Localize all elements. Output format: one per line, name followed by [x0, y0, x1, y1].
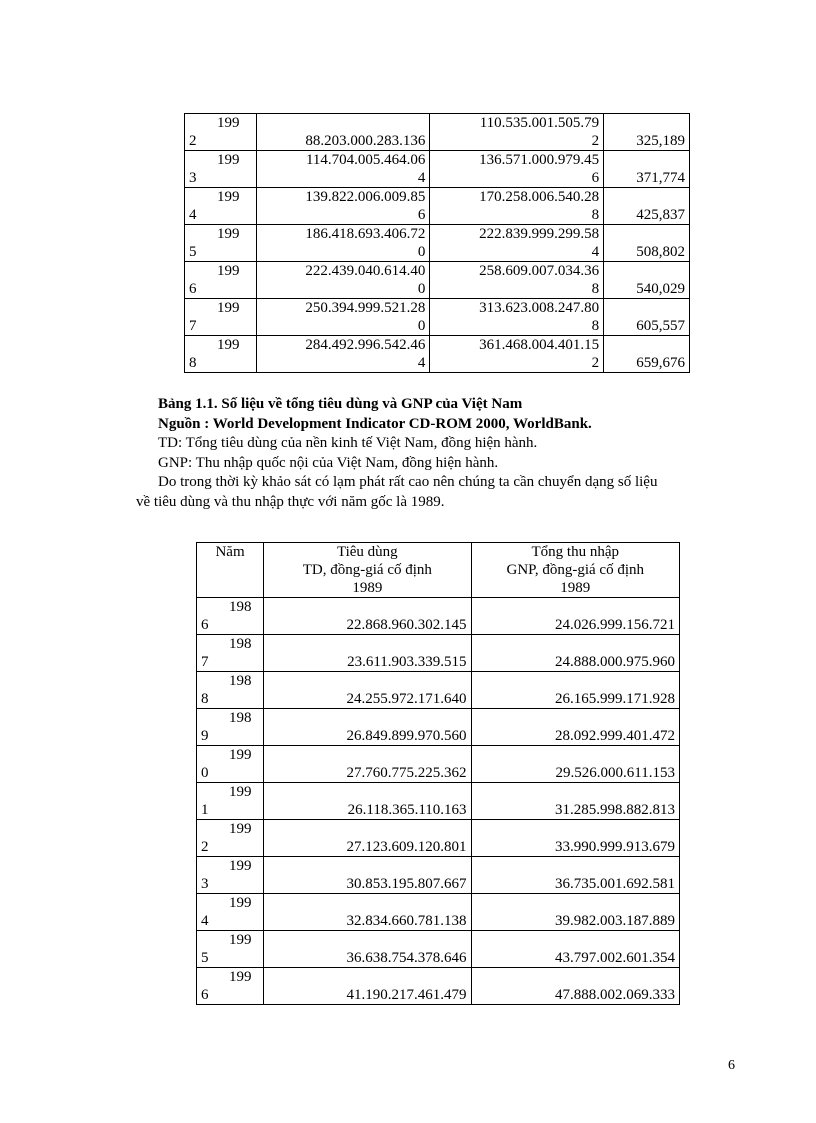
year-top: 199: [217, 263, 240, 279]
year-top: 199: [217, 337, 240, 353]
td-cell: [256, 262, 430, 299]
table-row: [185, 188, 690, 225]
year-top: 199: [217, 152, 240, 168]
table-row: [197, 968, 680, 1005]
year-bottom: 9: [201, 728, 209, 744]
td-line2: 0: [417, 281, 426, 297]
gnp-cell: [430, 114, 604, 151]
year-cell: [185, 225, 257, 262]
header-gnp: [471, 543, 679, 598]
gnp-value: 47.888.002.069.333: [555, 987, 675, 1003]
year-cell: [185, 336, 257, 373]
gnp-value: 36.735.001.692.581: [555, 876, 675, 892]
gnp-line2: 2: [591, 133, 600, 149]
table-source: Nguồn : World Development Indicator CD-ROM 2000, WorldBank.: [158, 415, 592, 432]
td-value: 27.123.609.120.801: [346, 839, 467, 855]
ratio-value: 371,774: [636, 170, 685, 186]
td-cell: [264, 931, 471, 968]
td-line2: 0: [417, 318, 426, 334]
gnp-cell: [471, 635, 679, 672]
gnp-cell: [471, 672, 679, 709]
td-line1: 139.822.006.009.85: [305, 189, 426, 205]
gnp-cell: [430, 225, 604, 262]
td-line1: 222.439.040.614.40: [305, 263, 426, 279]
gnp-cell: [471, 746, 679, 783]
year-cell: [197, 931, 264, 968]
ratio-cell: [604, 188, 690, 225]
gnp-cell: [471, 820, 679, 857]
gnp-line2: 8: [591, 318, 600, 334]
gnp-line2: 8: [591, 207, 600, 223]
header-td: [264, 543, 471, 598]
gnp-value: 29.526.000.611.153: [555, 765, 675, 781]
year-top: 199: [229, 784, 252, 800]
header-td-line3: 1989: [352, 580, 383, 596]
table-row: [185, 262, 690, 299]
td-definition: TD: Tổng tiêu dùng của nền kinh tế Việt Nam, đồng hiện hành.: [158, 435, 538, 451]
year-top: 198: [229, 710, 252, 726]
year-cell: [185, 262, 257, 299]
year-cell: [197, 709, 264, 746]
page-number: 6: [728, 1058, 735, 1073]
gnp-value: 31.285.998.882.813: [555, 802, 675, 818]
paragraph-line-2: về tiêu dùng và thu nhập thực với năm gốc là 1989.: [136, 493, 445, 510]
year-bottom: 2: [201, 839, 209, 855]
header-gnp-line2: GNP, đồng-giá cố định: [506, 562, 645, 578]
td-value: 27.760.775.225.362: [346, 765, 467, 781]
table-row: [197, 746, 680, 783]
gnp-cell: [471, 598, 679, 635]
year-top: 199: [229, 895, 252, 911]
text-block: [136, 395, 746, 512]
td-cell: [256, 336, 430, 373]
gnp-line1: 222.839.999.299.58: [479, 226, 600, 242]
header-gnp-line1: Tổng thu nhập: [531, 544, 620, 560]
ratio-value: 659,676: [636, 355, 685, 371]
gnp-line2: 2: [591, 355, 600, 371]
gnp-definition: GNP: Thu nhập quốc nội của Việt Nam, đồng hiện hành.: [158, 454, 499, 471]
td-cell: [264, 746, 471, 783]
header-td-line2: TD, đồng-giá cố định: [302, 562, 432, 578]
ratio-value: 425,837: [636, 207, 685, 223]
gnp-cell: [430, 262, 604, 299]
gnp-cell: [430, 188, 604, 225]
td-value: 30.853.195.807.667: [346, 876, 467, 892]
year-bottom: 6: [201, 987, 209, 1003]
gnp-value: 26.165.999.171.928: [555, 691, 675, 707]
td-line2: 6: [417, 207, 426, 223]
table-row: [197, 820, 680, 857]
table-row: [185, 336, 690, 373]
table-row: [197, 857, 680, 894]
gnp-line2: 6: [591, 170, 600, 186]
year-top: 199: [217, 226, 240, 242]
year-cell: [185, 299, 257, 336]
ratio-cell: [604, 151, 690, 188]
ratio-cell: [604, 336, 690, 373]
year-bottom: 7: [201, 654, 209, 670]
year-bottom: 2: [189, 133, 197, 149]
td-line1: 284.492.996.542.46: [305, 337, 426, 353]
table2-header-row: [197, 543, 680, 598]
year-cell: [185, 188, 257, 225]
year-top: 199: [229, 932, 252, 948]
year-cell: [197, 598, 264, 635]
gnp-cell: [471, 857, 679, 894]
table-row: [197, 672, 680, 709]
gnp-value: 24.026.999.156.721: [555, 617, 675, 633]
table-row: [185, 225, 690, 262]
table-row: [185, 151, 690, 188]
td-cell: [264, 820, 471, 857]
td-cell: [264, 672, 471, 709]
year-bottom: 5: [201, 950, 209, 966]
td-cell: [264, 635, 471, 672]
paragraph-line-1: Do trong thời kỳ khảo sát có lạm phát rất cao nên chúng ta cần chuyển dạng số liệu: [158, 474, 658, 490]
year-top: 198: [229, 673, 252, 689]
table-row: [197, 931, 680, 968]
year-top: 198: [229, 636, 252, 652]
table-row: [197, 709, 680, 746]
td-cell: [264, 598, 471, 635]
gnp-cell: [430, 336, 604, 373]
td-cell: [256, 299, 430, 336]
year-cell: [197, 968, 264, 1005]
td-line2: 4: [417, 355, 426, 371]
year-bottom: 8: [201, 691, 209, 707]
header-td-line1: Tiêu dùng: [336, 544, 398, 560]
year-bottom: 8: [189, 355, 197, 371]
ratio-value: 540,029: [636, 281, 685, 297]
year-top: 198: [229, 599, 252, 615]
ratio-value: 325,189: [636, 133, 685, 149]
year-bottom: 5: [189, 244, 197, 260]
gnp-value: 24.888.000.975.960: [555, 654, 675, 670]
year-top: 199: [217, 189, 240, 205]
td-value: 22.868.960.302.145: [346, 617, 467, 633]
gnp-value: 28.092.999.401.472: [555, 728, 675, 744]
year-cell: [197, 746, 264, 783]
header-year-label: Năm: [215, 544, 245, 560]
td-line1: 114.704.005.464.06: [305, 152, 426, 168]
gnp-value: 33.990.999.913.679: [555, 839, 675, 855]
year-bottom: 0: [201, 765, 209, 781]
td-line1: 186.418.693.406.72: [305, 226, 426, 242]
gnp-cell: [430, 151, 604, 188]
year-bottom: 6: [201, 617, 209, 633]
td-cell: [264, 783, 471, 820]
year-bottom: 4: [189, 207, 197, 223]
ratio-cell: [604, 225, 690, 262]
td-cell: [256, 114, 430, 151]
table1-body: [185, 114, 690, 373]
td-line2: 88.203.000.283.136: [305, 133, 426, 149]
gnp-line2: 4: [591, 244, 600, 260]
ratio-cell: [604, 262, 690, 299]
gnp-cell: [430, 299, 604, 336]
year-bottom: 3: [201, 876, 209, 892]
td-value: 23.611.903.339.515: [347, 654, 467, 670]
year-top: 199: [229, 858, 252, 874]
td-value: 36.638.754.378.646: [346, 950, 467, 966]
gnp-value: 39.982.003.187.889: [555, 913, 675, 929]
consumption-gnp-table-current-prices: [184, 113, 690, 373]
year-cell: [185, 114, 257, 151]
gnp-cell: [471, 894, 679, 931]
year-top: 199: [217, 115, 240, 131]
year-cell: [197, 783, 264, 820]
td-line2: 4: [417, 170, 426, 186]
table-row: [185, 299, 690, 336]
gnp-cell: [471, 968, 679, 1005]
year-bottom: 1: [201, 802, 209, 818]
gnp-cell: [471, 783, 679, 820]
table-row: [197, 635, 680, 672]
td-cell: [256, 188, 430, 225]
td-cell: [264, 857, 471, 894]
table-row: [197, 894, 680, 931]
ratio-cell: [604, 299, 690, 336]
year-top: 199: [229, 747, 252, 763]
year-top: 199: [229, 821, 252, 837]
gnp-line1: 258.609.007.034.36: [479, 263, 600, 279]
td-value: 26.118.365.110.163: [347, 802, 467, 818]
gnp-line1: 313.623.008.247.80: [479, 300, 600, 316]
year-bottom: 6: [189, 281, 197, 297]
year-cell: [197, 820, 264, 857]
gnp-line1: 361.468.004.401.15: [479, 337, 600, 353]
year-cell: [197, 635, 264, 672]
td-value: 24.255.972.171.640: [346, 691, 467, 707]
consumption-gnp-table-constant-prices: [196, 542, 680, 1005]
year-bottom: 3: [189, 170, 197, 186]
year-cell: [197, 672, 264, 709]
year-cell: [185, 151, 257, 188]
table-row: [185, 114, 690, 151]
td-cell: [264, 894, 471, 931]
gnp-line1: 110.535.001.505.79: [479, 115, 600, 131]
ratio-cell: [604, 114, 690, 151]
header-gnp-line3: 1989: [560, 580, 591, 596]
ratio-value: 605,557: [636, 318, 685, 334]
table2-body: [197, 543, 680, 1005]
td-line2: 0: [417, 244, 426, 260]
year-top: 199: [217, 300, 240, 316]
gnp-cell: [471, 709, 679, 746]
td-cell: [256, 225, 430, 262]
td-cell: [256, 151, 430, 188]
gnp-line1: 170.258.006.540.28: [479, 189, 600, 205]
td-value: 26.849.899.970.560: [346, 728, 467, 744]
gnp-line1: 136.571.000.979.45: [479, 152, 600, 168]
table-row: [197, 783, 680, 820]
header-year: [197, 543, 264, 598]
year-bottom: 7: [189, 318, 197, 334]
td-value: 41.190.217.461.479: [346, 987, 467, 1003]
table-caption: Bảng 1.1. Số liệu về tổng tiêu dùng và GNP của Việt Nam: [158, 396, 523, 412]
td-value: 32.834.660.781.138: [346, 913, 467, 929]
year-bottom: 4: [201, 913, 209, 929]
td-line1: [261, 114, 426, 132]
ratio-value: 508,802: [636, 244, 685, 260]
year-top: 199: [229, 969, 252, 985]
gnp-value: 43.797.002.601.354: [555, 950, 675, 966]
gnp-cell: [471, 931, 679, 968]
gnp-line2: 8: [591, 281, 600, 297]
year-cell: [197, 894, 264, 931]
td-cell: [264, 968, 471, 1005]
table-row: [197, 598, 680, 635]
td-cell: [264, 709, 471, 746]
td-line1: 250.394.999.521.28: [305, 300, 426, 316]
year-cell: [197, 857, 264, 894]
